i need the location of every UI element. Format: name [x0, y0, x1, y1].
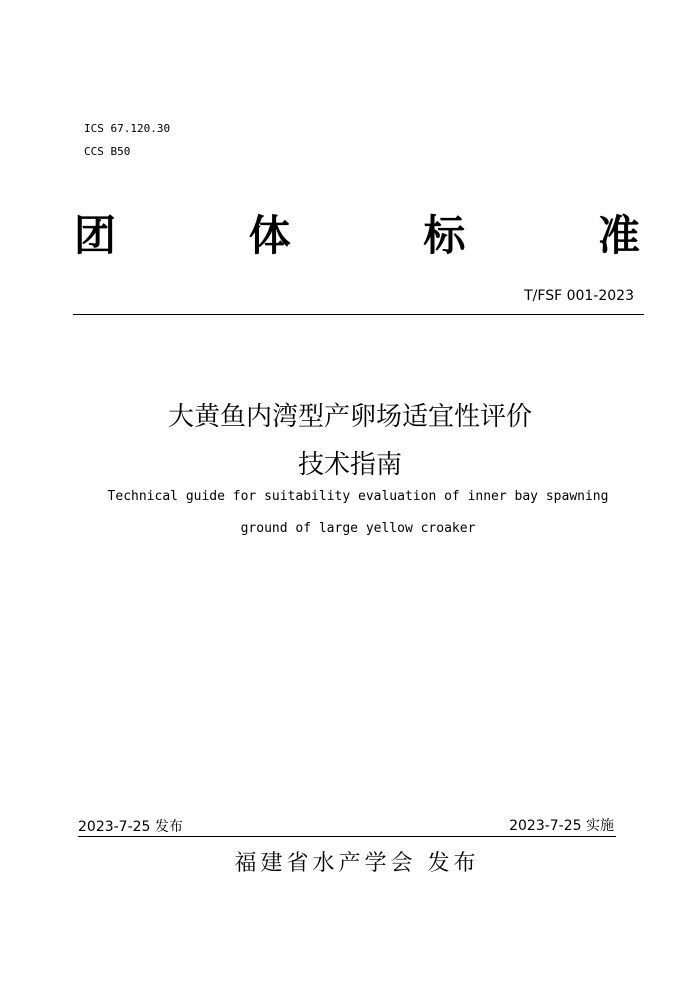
english-title-line-1: Technical guide for suitability evaluation of inner bay spawning	[107, 489, 609, 504]
bottom-divider	[78, 836, 616, 837]
publisher: 福建省水产学会 发布	[234, 851, 480, 876]
document-type-char: 标	[423, 211, 466, 260]
standard-number: T/FSF 001-2023	[524, 288, 634, 304]
ccs-code: CCS B50	[84, 145, 131, 158]
document-type-char: 团	[74, 211, 117, 260]
document-type-heading	[74, 208, 640, 264]
top-divider	[73, 314, 644, 315]
chinese-title-line-1: 大黄鱼内湾型产卵场适宜性评价	[167, 402, 532, 432]
implementation-date: 2023-7-25 实施	[509, 818, 614, 834]
english-title-line-2: ground of large yellow croaker	[240, 521, 476, 536]
document-type-char: 准	[597, 211, 640, 260]
chinese-title-line-2: 技术指南	[297, 450, 402, 480]
ics-code: ICS 67.120.30	[84, 122, 171, 135]
document-type-char: 体	[248, 211, 291, 260]
issue-date: 2023-7-25 发布	[78, 819, 183, 835]
